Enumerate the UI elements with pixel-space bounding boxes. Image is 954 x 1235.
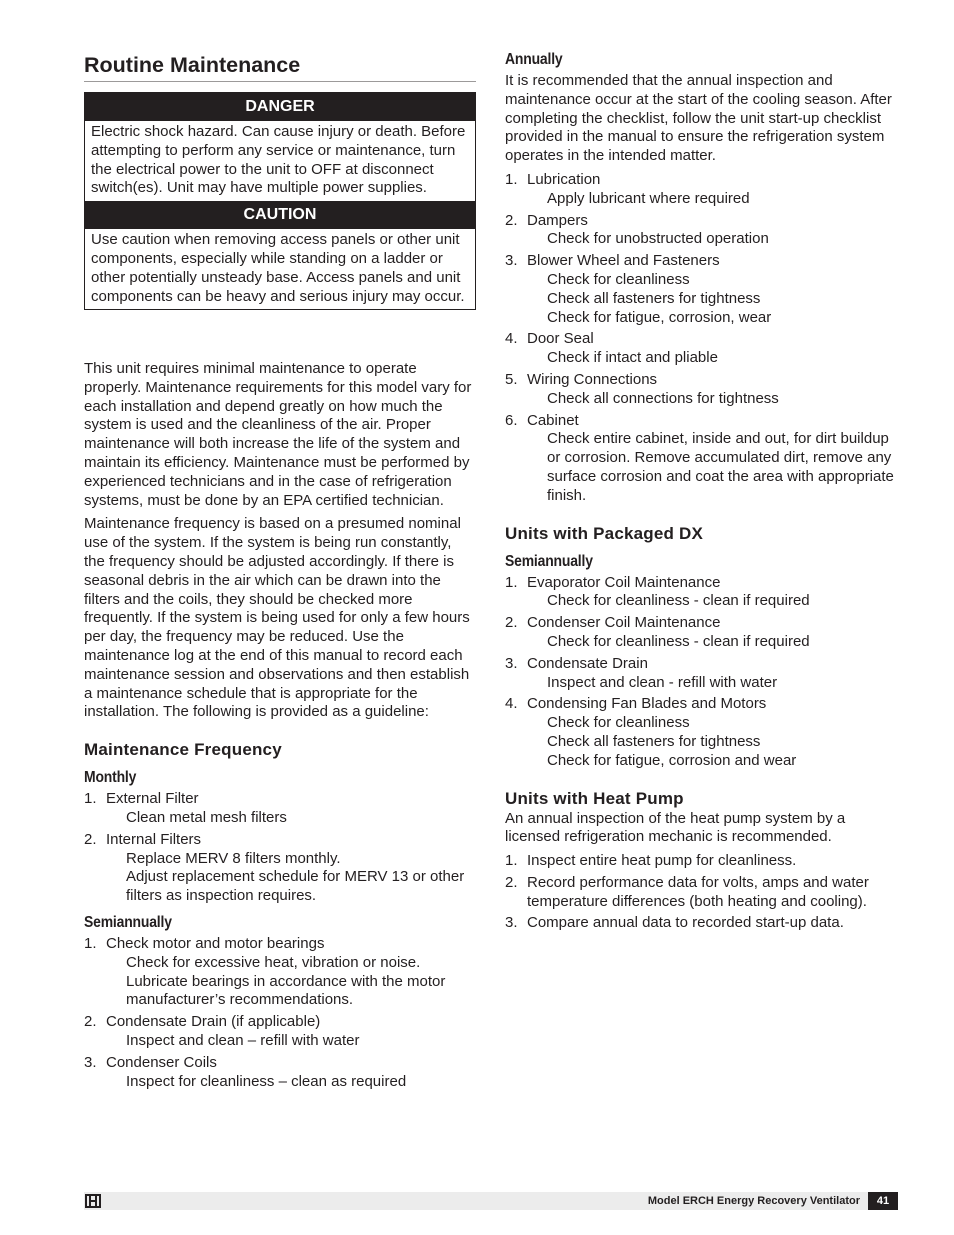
item-detail: Check all connections for tightness xyxy=(547,389,779,407)
item-number: 1. xyxy=(84,790,97,808)
item-number: 3. xyxy=(505,252,518,270)
item-detail: Check all fasteners for tightness xyxy=(547,289,761,307)
item-number: 1. xyxy=(84,934,97,952)
item-label: Condensate Drain xyxy=(527,654,648,672)
item-label: Condensate Drain (if applicable) xyxy=(106,1013,321,1031)
packaged-dx-list xyxy=(505,574,895,771)
item-detail: Apply lubricant where required xyxy=(547,189,750,207)
list-item xyxy=(505,330,895,368)
item-number: 3. xyxy=(505,914,518,932)
subheading-semiannually: Semiannually xyxy=(505,552,593,570)
item-label: Blower Wheel and Fasteners xyxy=(527,252,720,270)
danger-text: Electric shock hazard. Can cause injury or death. Before attempting to perform any service or maintenance, turn the electrical power to the unit to OFF at disconnect switch(es). Unit may have multiple power supplies. xyxy=(91,123,466,197)
heat-pump-list xyxy=(505,852,895,933)
item-number: 4. xyxy=(505,330,518,348)
item-number: 1. xyxy=(505,852,518,870)
item-detail: Inspect and clean – refill with water xyxy=(126,1031,360,1049)
intro-paragraph: This unit requires minimal maintenance to operate properly. Maintenance requirements for this model vary for each installation and depend greatly on how much the system is used and the cleanliness of the air. Proper maintenance will both increase the life of the system and maintain its efficiency. Maintenance must be performed by experienced technicians and in the case of refrigeration systems, must be done by an EPA certified technician. xyxy=(84,360,472,509)
list-item xyxy=(505,614,895,652)
monthly-list xyxy=(84,790,476,906)
semiannual-list xyxy=(84,935,476,1091)
intro-section xyxy=(84,360,476,1094)
list-item xyxy=(84,1054,476,1092)
item-number: 2. xyxy=(505,873,518,891)
item-number: 4. xyxy=(505,695,518,713)
item-number: 2. xyxy=(84,1013,97,1031)
item-label: Inspect entire heat pump for cleanliness. xyxy=(527,852,797,870)
list-item xyxy=(505,212,895,250)
item-detail: Clean metal mesh filters xyxy=(126,808,287,826)
footer-model-label: Model ERCH Energy Recovery Ventilator xyxy=(647,1195,860,1207)
item-label: External Filter xyxy=(106,790,199,808)
list-item xyxy=(84,1013,476,1051)
item-number: 3. xyxy=(505,654,518,672)
subheading-semiannually: Semiannually xyxy=(84,913,172,931)
item-detail: Check for cleanliness - clean if required xyxy=(547,632,810,650)
item-detail: Inspect and clean - refill with water xyxy=(547,673,778,691)
greenheck-logo-icon xyxy=(84,1193,102,1209)
item-number: 2. xyxy=(84,830,97,848)
item-label: Check motor and motor bearings xyxy=(106,934,325,952)
item-number: 2. xyxy=(505,211,518,229)
heat-pump-intro: An annual inspection of the heat pump system by a licensed refrigeration mechanic is recommended. xyxy=(505,809,846,846)
item-label: Dampers xyxy=(527,211,588,229)
warning-box xyxy=(84,92,476,310)
item-label: Lubrication xyxy=(527,170,601,188)
page-title: Routine Maintenance xyxy=(84,52,476,82)
page-footer xyxy=(84,1192,898,1210)
list-item xyxy=(505,171,895,209)
item-label: Cabinet xyxy=(527,411,579,429)
list-item xyxy=(505,655,895,693)
list-item xyxy=(505,852,895,871)
list-item xyxy=(505,371,895,409)
item-detail: Check for fatigue, corrosion, wear xyxy=(547,308,772,326)
list-item xyxy=(84,790,476,828)
page-number: 41 xyxy=(868,1192,898,1210)
item-label: Wiring Connections xyxy=(527,370,658,388)
item-detail: Check for cleanliness xyxy=(547,270,690,288)
item-label: Internal Filters xyxy=(106,830,202,848)
item-detail: Check for cleanliness - clean if required xyxy=(547,592,810,610)
intro-paragraph: Maintenance frequency is based on a presumed nominal use of the system. If the system is being run constantly, the frequency should be adjusted accordingly. If there is seasonal debris in the air which can be drawn into the filters and the coils, they should be checked more frequently. If the system is being used for only a few hours per day, the frequency may be reduced. Use the maintenance log at the end of this manual to record each maintenance session and observations and then establish a maintenance schedule that is appropriate for the installation. The following is provided as a guideline: xyxy=(84,515,470,721)
item-number: 1. xyxy=(505,573,518,591)
section-heading-heat-pump: Units with Heat Pump xyxy=(505,788,684,808)
section-heading-maintenance-frequency: Maintenance Frequency xyxy=(84,740,282,760)
subheading-annually: Annually xyxy=(505,51,563,68)
item-detail: Check entire cabinet, inside and out, for dirt buildup or corrosion. Remove accumulated dirt, remove any surface corrosion and coat the area with appropriate finish. xyxy=(547,430,894,504)
item-detail: Inspect for cleanliness – clean as required xyxy=(126,1072,407,1090)
list-item xyxy=(505,252,895,327)
item-detail: Check all fasteners for tightness xyxy=(547,732,761,750)
list-item xyxy=(84,935,476,1010)
list-item xyxy=(505,412,895,506)
subheading-monthly: Monthly xyxy=(84,769,137,787)
item-detail: Check for fatigue, corrosion and wear xyxy=(547,751,797,769)
annually-section xyxy=(505,50,895,936)
item-number: 2. xyxy=(505,614,518,632)
item-number: 1. xyxy=(505,170,518,188)
list-item xyxy=(505,695,895,770)
item-detail: Adjust replacement schedule for MERV 13 or other filters as inspection requires. xyxy=(126,868,465,905)
section-heading-packaged-dx: Units with Packaged DX xyxy=(505,523,704,543)
annual-list xyxy=(505,171,895,506)
item-label: Condenser Coil Maintenance xyxy=(527,614,721,632)
list-item xyxy=(505,914,895,933)
caution-label: CAUTION xyxy=(85,201,475,229)
list-item xyxy=(505,874,895,912)
item-label: Condenser Coils xyxy=(106,1053,217,1071)
item-label: Condensing Fan Blades and Motors xyxy=(527,695,767,713)
item-number: 5. xyxy=(505,370,518,388)
item-label: Record performance data for volts, amps and water temperature differences (both heating and cooling). xyxy=(527,873,869,910)
list-item xyxy=(84,831,476,906)
item-detail: Check for unobstructed operation xyxy=(547,230,769,248)
item-number: 3. xyxy=(84,1053,97,1071)
caution-text: Use caution when removing access panels or other unit components, especially while standing on a ladder or other potentially unsteady base. Access panels and unit components can be heavy and serious injury may occur. xyxy=(91,231,465,305)
annually-intro: It is recommended that the annual inspection and maintenance occur at the start of the cooling season. After completing the checklist, follow the unit start-up checklist provided in the manual to ensure the refrigeration system operates in the intended matter. xyxy=(505,72,892,165)
item-detail: Check if intact and pliable xyxy=(547,349,718,367)
danger-label: DANGER xyxy=(85,93,475,121)
list-item xyxy=(505,574,895,612)
item-number: 6. xyxy=(505,411,518,429)
item-detail: Replace MERV 8 filters monthly. xyxy=(126,849,341,867)
item-detail: Check for excessive heat, vibration or noise. Lubricate bearings in accordance with the motor manufacturer’s recommendations. xyxy=(126,953,446,1009)
item-label: Door Seal xyxy=(527,330,594,348)
item-label: Compare annual data to recorded start-up data. xyxy=(527,914,844,932)
item-detail: Check for cleanliness xyxy=(547,714,690,732)
item-label: Evaporator Coil Maintenance xyxy=(527,573,721,591)
